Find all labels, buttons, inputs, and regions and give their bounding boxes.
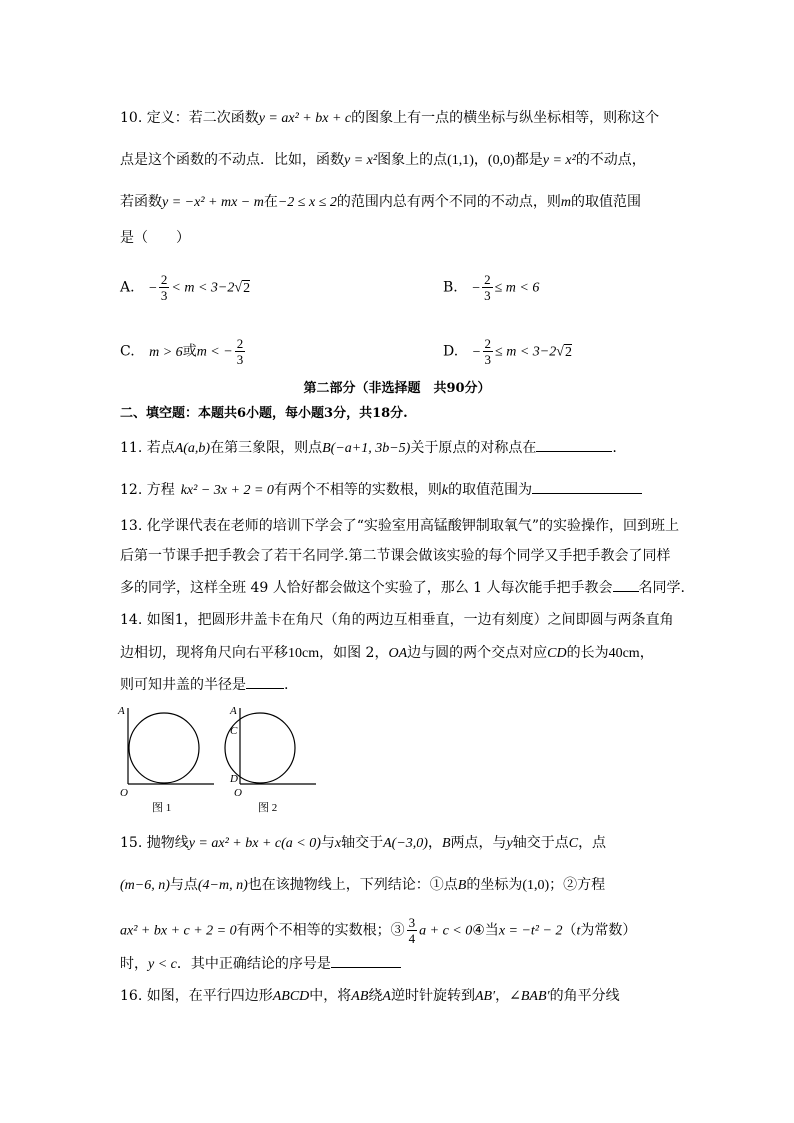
text: 在	[263, 194, 278, 210]
text: ，点	[578, 835, 607, 851]
option-label: A.	[120, 279, 135, 296]
label-a: A	[118, 705, 125, 717]
part2-title: 第二部分（非选择题 共90分）	[303, 381, 491, 396]
q10-option-c	[120, 336, 247, 367]
text: 绕	[368, 988, 383, 1004]
sqrt-radicand: 2	[243, 280, 251, 296]
math-var: CD	[547, 646, 567, 661]
fraction	[159, 272, 170, 303]
math-expr: 40cm	[608, 646, 640, 661]
math-var: B	[441, 836, 451, 851]
q15-line4	[120, 953, 401, 975]
text: 图象上的点	[377, 152, 448, 168]
text: 轴交于	[341, 835, 384, 851]
math-var: B	[457, 878, 467, 893]
text: 的不动点，	[575, 152, 646, 168]
text: 的角平分线	[549, 988, 620, 1004]
q14-line2	[120, 643, 654, 664]
fraction-numerator: 3	[408, 915, 416, 930]
text: 11. 若点	[120, 440, 175, 456]
fraction-denominator: 4	[408, 931, 416, 946]
fraction-denominator: 3	[236, 352, 244, 367]
math-expr: −2 ≤ x ≤ 2	[277, 195, 337, 210]
text: 10. 定义：若二次函数	[120, 110, 259, 126]
text: 与点	[169, 877, 198, 893]
text: ，	[639, 645, 654, 661]
fraction	[482, 272, 493, 303]
q10-option-b	[443, 272, 539, 303]
math-var: x	[334, 836, 342, 851]
label-c: C	[230, 725, 238, 737]
text: 的坐标为	[466, 877, 523, 893]
math-var: A	[382, 989, 391, 1004]
figure-1-caption: 图 1	[152, 802, 172, 814]
q16	[120, 986, 620, 1007]
text: ．其中正确结论的序号是	[176, 956, 331, 972]
text: 或	[182, 343, 197, 360]
math-expr: ≤ m < 6	[494, 280, 540, 296]
math-expr: (1,0)	[522, 878, 550, 893]
q10-option-a	[120, 272, 250, 303]
q15-line1	[120, 833, 606, 854]
text: 多的同学，这样全班 49 人恰好都会做这个实验了，那么 1 人每次能手把手教会	[120, 580, 613, 596]
math-expr: ≤ m < 3−2	[495, 344, 557, 360]
q10-line4	[120, 228, 190, 248]
math-expr: y = −x² + mx − m	[162, 195, 264, 210]
q15-line2	[120, 875, 605, 896]
math-expr: ∠BAB′	[509, 989, 550, 1004]
option-label: D.	[443, 343, 459, 360]
text: .	[612, 440, 617, 456]
text: 的取值范围为	[448, 482, 533, 498]
text: 12. 方程	[120, 482, 175, 498]
text: 若函数	[120, 194, 162, 210]
math-expr: m > 6	[149, 344, 183, 360]
text: 边相切，现将角尺向右平移	[120, 645, 288, 661]
text: 逆时针旋转到	[390, 988, 475, 1004]
text: 为常数）	[580, 922, 637, 939]
text: 名同学.	[638, 580, 685, 596]
answer-blank[interactable]	[536, 437, 612, 452]
text: 有两个不相等的实数根；③	[236, 922, 405, 939]
q11	[120, 437, 617, 459]
sqrt-radicand: 2	[564, 344, 572, 360]
math-expr: m < −	[196, 344, 233, 360]
text: 的取值范围	[571, 194, 642, 210]
label-a: A	[230, 705, 237, 717]
math-expr: −	[149, 280, 157, 296]
text: 与	[320, 835, 335, 851]
math-expr: ax² + bx + c + 2 = 0	[120, 923, 237, 939]
fraction-denominator: 3	[484, 288, 491, 303]
q14-line3	[120, 674, 288, 695]
fraction-denominator: 3	[160, 288, 168, 303]
answer-blank[interactable]	[246, 674, 284, 689]
math-expr: kx² − 3x + 2 = 0	[180, 483, 274, 498]
math-expr: B(−a+1, 3b−5)	[322, 441, 411, 456]
math-expr: y < c	[148, 957, 177, 972]
section2-title: 二、填空题：本题共6小题，每小题3分，共18分.	[120, 406, 408, 421]
text: 轴交于点	[512, 835, 569, 851]
text: 中，将	[309, 988, 352, 1004]
fraction-numerator: 2	[484, 336, 492, 351]
math-expr: (0,0)	[487, 153, 515, 168]
text: ，	[427, 835, 442, 851]
fraction	[483, 336, 494, 367]
text: （	[562, 922, 577, 939]
sqrt-sign: √	[556, 344, 564, 360]
fraction	[407, 915, 418, 946]
q13-line3	[120, 577, 685, 598]
figure-2-caption: 图 2	[258, 802, 278, 814]
text: 两点，与	[450, 835, 507, 851]
text: ④当	[472, 922, 499, 939]
text: 是（ ）	[120, 230, 190, 246]
math-expr: (4−m, n)	[197, 878, 248, 893]
text: ；②方程	[549, 877, 606, 893]
text: 15. 抛物线	[120, 835, 189, 851]
text: ，	[495, 988, 510, 1004]
math-expr: (1,1)	[447, 153, 474, 168]
math-expr: y = ax² + bx + c(a < 0)	[188, 836, 321, 851]
math-var: k	[441, 483, 449, 498]
text: 则可知井盖的半径是	[120, 677, 246, 693]
q15-line3	[120, 915, 636, 946]
math-expr: y = x²	[344, 153, 378, 168]
fraction-numerator: 2	[160, 272, 168, 287]
label-o: O	[234, 787, 242, 799]
answer-blank[interactable]	[331, 953, 401, 968]
q10-line3	[120, 192, 641, 213]
math-expr: < m < 3−2	[171, 280, 235, 296]
text: 都是	[514, 152, 543, 168]
figure-1	[117, 705, 214, 814]
q10-option-d	[443, 336, 572, 367]
math-expr: A(−3,0)	[383, 836, 428, 851]
fraction-numerator: 2	[236, 336, 244, 351]
q12	[120, 479, 642, 501]
text: 的长为	[566, 645, 609, 661]
q10-line1	[120, 108, 659, 129]
math-var: AB′	[474, 989, 496, 1004]
q13-line1: 13. 化学课代表在老师的培训下学会了“实验室用高锰酸钾制取氧气”的实验操作，回到班上	[120, 518, 680, 534]
math-expr: 10cm	[288, 646, 320, 661]
text: 的范围内总有两个不同的不动点，则	[336, 194, 561, 210]
option-label: C.	[120, 343, 135, 360]
math-var: y	[506, 836, 513, 851]
option-label: B.	[443, 279, 458, 296]
manhole-circle	[129, 713, 199, 783]
sqrt-sign: √	[234, 280, 243, 296]
text: .	[284, 677, 289, 693]
math-expr: x = −t² − 2	[498, 923, 563, 939]
text: 16. 如图，在平行四边形	[120, 988, 273, 1004]
text: 关于原点的对称点在	[410, 440, 537, 456]
text: 在第三象限，则点	[210, 440, 323, 456]
answer-blank[interactable]	[532, 479, 642, 494]
math-expr: −	[472, 280, 481, 296]
text: 点是这个函数的不动点．比如，函数	[120, 152, 344, 168]
math-expr: (m−6, n)	[120, 878, 170, 893]
math-var: OA	[388, 646, 408, 661]
q10-line2	[120, 150, 646, 171]
text: ，如图 2，	[319, 645, 389, 661]
math-expr: −	[472, 344, 481, 360]
math-expr: y = ax² + bx + c	[258, 111, 352, 126]
fraction	[235, 336, 246, 367]
q14-line1: 14. 如图1，把圆形井盖卡在角尺（角的两边互相垂直，一边有刻度）之间即圆与两条直角	[120, 612, 674, 628]
math-var: m	[560, 195, 572, 210]
math-var: ABCD	[272, 989, 310, 1004]
label-o: O	[120, 787, 128, 799]
text: 时，	[120, 956, 148, 972]
text: ，	[473, 152, 488, 168]
q13-line2: 后第一节课手把手教会了若干名同学.第二节课会做该实验的每个同学又手把手教会了同样	[120, 548, 671, 564]
math-var: AB	[351, 989, 369, 1004]
text: 也在该抛物线上，下列结论：①点	[247, 877, 458, 893]
text: 的图象上有一点的横坐标与纵坐标相等，则称这个	[351, 110, 660, 126]
figures	[110, 700, 340, 820]
figure-2	[225, 705, 316, 814]
math-expr: a + c < 0	[419, 923, 473, 939]
text: 有两个不相等的实数根，则	[273, 482, 442, 498]
math-expr: A(a,b)	[174, 441, 211, 456]
fraction-denominator: 3	[484, 352, 492, 367]
math-expr: y = x²	[542, 153, 576, 168]
math-var: t	[576, 923, 581, 939]
answer-blank[interactable]	[613, 577, 639, 592]
label-d: D	[230, 773, 238, 785]
math-var: C	[568, 836, 579, 851]
text: 边与圆的两个交点对应	[407, 645, 548, 661]
fraction-numerator: 2	[484, 272, 491, 287]
